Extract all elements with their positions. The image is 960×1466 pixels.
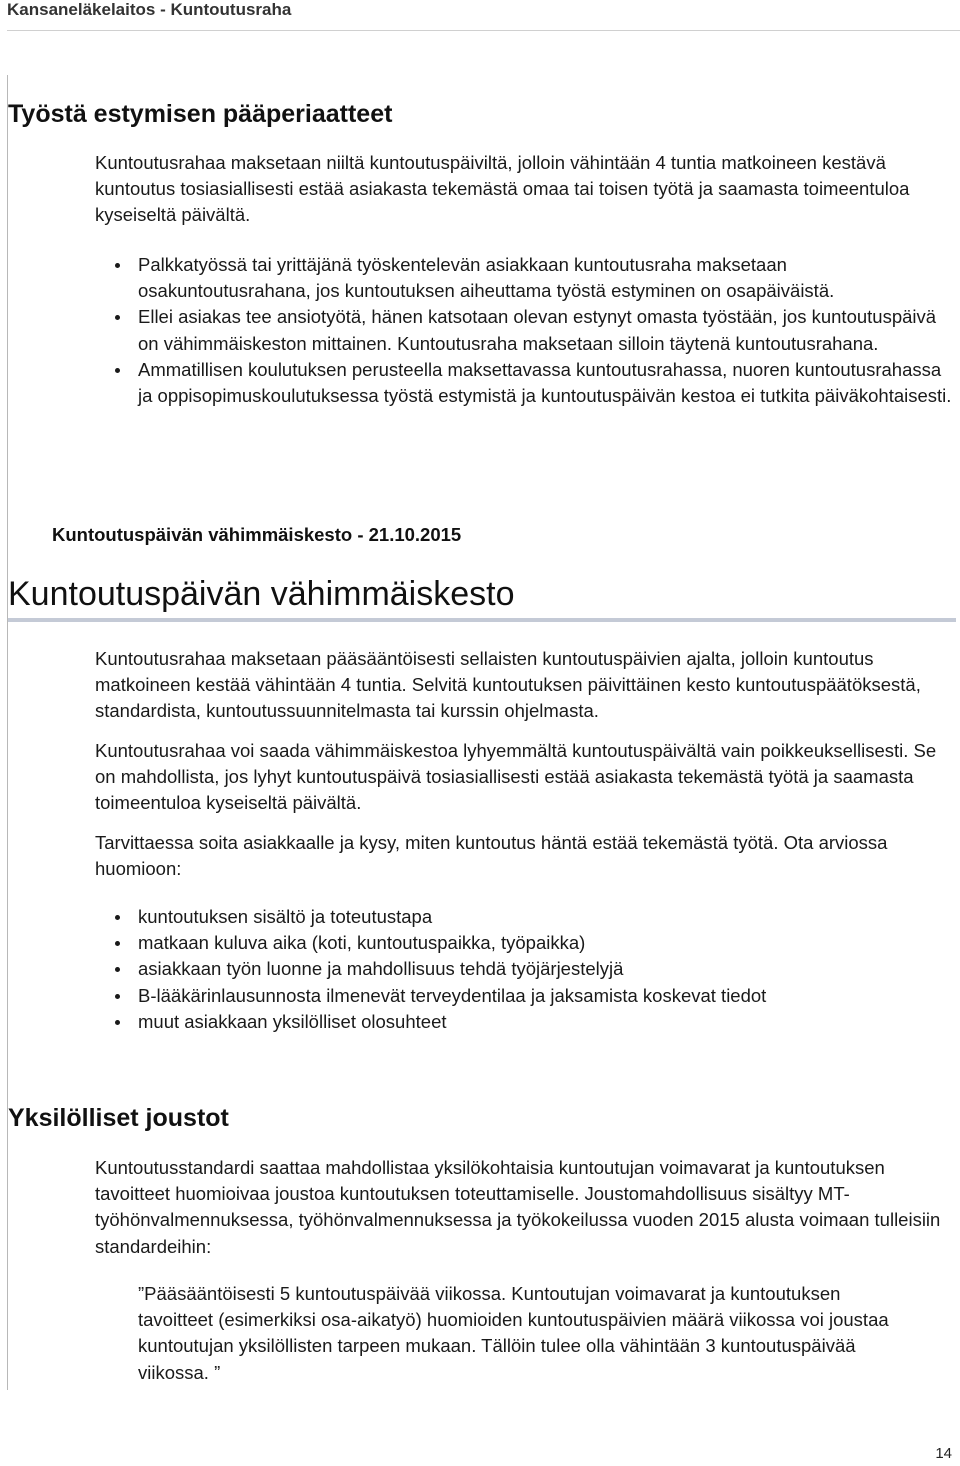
standard-quote-block: ”Pääsääntöisesti 5 kuntoutuspäivää viikossa. Kuntoutujan voimavarat ja kuntoutuksen tavoitteet (esimerkiksi osa-aikatyö) huomioiden kuntoutuspäivien määrä viikossa voi joustaa kuntoutujan yksilöllisten tarpeen mukaan. Tällöin tulee olla vähintään 3 kuntoutuspäivää viikossa. ” <box>138 1283 889 1383</box>
section-heading-minimum-duration: Kuntoutuspäivän vähimmäiskesto <box>8 575 515 613</box>
list-item <box>95 1009 955 1035</box>
heading-underline <box>8 618 956 622</box>
list-item-text: Ellei asiakas tee ansiotyötä, hänen katsotaan olevan estynyt omasta työstään, jos kuntoutuspäivä on vähimmäiskeston mittainen. Kuntoutusraha maksetaan silloin täytenä kuntoutusrahana. <box>138 306 937 354</box>
list-item-text: Palkkatyössä tai yrittäjänä työskentelevän asiakkaan kuntoutusraha maksetaan osakuntoutusrahana, jos kuntoutuksen aiheuttama työstä estyminen on osapäiväistä. <box>138 254 835 302</box>
list-item <box>95 983 955 1009</box>
bullet-icon <box>115 994 120 999</box>
bullet-icon <box>115 941 120 946</box>
list-item <box>95 930 955 956</box>
list-item <box>95 904 955 930</box>
header-divider <box>7 30 960 31</box>
individual-flexibility-paragraph: Kuntoutusstandardi saattaa mahdollistaa yksilökohtaisia kuntoutujan voimavarat ja kuntoutuksen tavoitteet huomioivaa joustoa kuntoutuksen toteuttamiselle. Joustomahdollisuus sisältyy MT-työhönvalmennuksessa, työhönvalmennuksessa ja työkokeilussa vuoden 2015 alusta voimaan tulleisiin standardeihin: <box>95 1157 941 1257</box>
list-item-text: matkaan kuluva aika (koti, kuntoutuspaikka, työpaikka) <box>138 932 586 954</box>
page-number: 14 <box>935 1445 952 1462</box>
section-heading-individual-flexibility: Yksilölliset joustot <box>8 1104 229 1132</box>
minimum-duration-paragraph-3: Tarvittaessa soita asiakkaalle ja kysy, miten kuntoutus häntä estää tekemästä työtä. Ota arviossa huomioon: <box>95 832 888 880</box>
bullet-icon <box>115 1020 120 1025</box>
bullet-icon <box>115 967 120 972</box>
list-item-text: B-lääkärinlausunnosta ilmenevät terveydentilaa ja jaksamista koskevat tiedot <box>138 984 767 1006</box>
list-item <box>95 304 955 356</box>
bullet-icon <box>115 368 120 373</box>
section-intro-paragraph: Kuntoutusrahaa maksetaan niiltä kuntoutuspäiviltä, jolloin vähintään 4 tuntia matkoineen kestävä kuntoutus tosiasiallisesti estää asiakasta tekemästä omaa tai toisen työtä ja saamasta toimeentuloa kyseiseltä päivältä. <box>95 152 910 226</box>
bullet-icon <box>115 315 120 320</box>
section-subheading-dated: Kuntoutuspäivän vähimmäiskesto - 21.10.2015 <box>52 524 462 545</box>
bullet-icon <box>115 263 120 268</box>
minimum-duration-paragraph-2: Kuntoutusrahaa voi saada vähimmäiskestoa lyhyemmältä kuntoutuspäivältä vain poikkeuksellisesti. Se on mahdollista, jos lyhyt kuntoutuspäivä tosiasiallisesti estää asiakasta tekemästä työtä ja saamasta toimeentuloa kyseiseltä päivältä. <box>95 740 937 814</box>
bullet-icon <box>115 915 120 920</box>
page-header-title: Kansaneläkelaitos - Kuntoutusraha <box>7 0 292 19</box>
section-heading-work-prevention: Työstä estymisen pääperiaatteet <box>8 100 393 128</box>
list-item <box>95 357 955 409</box>
list-item-text: Ammatillisen koulutuksen perusteella maksettavassa kuntoutusrahassa, nuoren kuntoutusrahassa ja oppisopimuskoulutuksessa työstä estymistä ja kuntoutuspäivän kestoa ei tutkita päiväkohtaisesti. <box>138 358 952 407</box>
list-item <box>95 956 955 982</box>
list-item-text: muut asiakkaan yksilölliset olosuhteet <box>138 1010 447 1032</box>
list-item-text: asiakkaan työn luonne ja mahdollisuus tehdä työjärjestelyjä <box>138 958 624 980</box>
minimum-duration-paragraph-1: Kuntoutusrahaa maksetaan pääsääntöisesti sellaisten kuntoutuspäivien ajalta, jolloin kuntoutus matkoineen kestää vähintään 4 tuntia. Selvitä kuntoutuksen päivittäinen kesto kuntoutuspäätöksestä, standardista, kuntoutussuunnitelmasta tai kurssin ohjelmasta. <box>95 648 921 722</box>
assessment-criteria-list <box>95 904 955 1035</box>
list-item-text: kuntoutuksen sisältö ja toteutustapa <box>138 906 433 927</box>
list-item <box>95 252 955 304</box>
left-margin-rule <box>7 75 8 1390</box>
work-prevention-bullet-list <box>95 252 955 409</box>
